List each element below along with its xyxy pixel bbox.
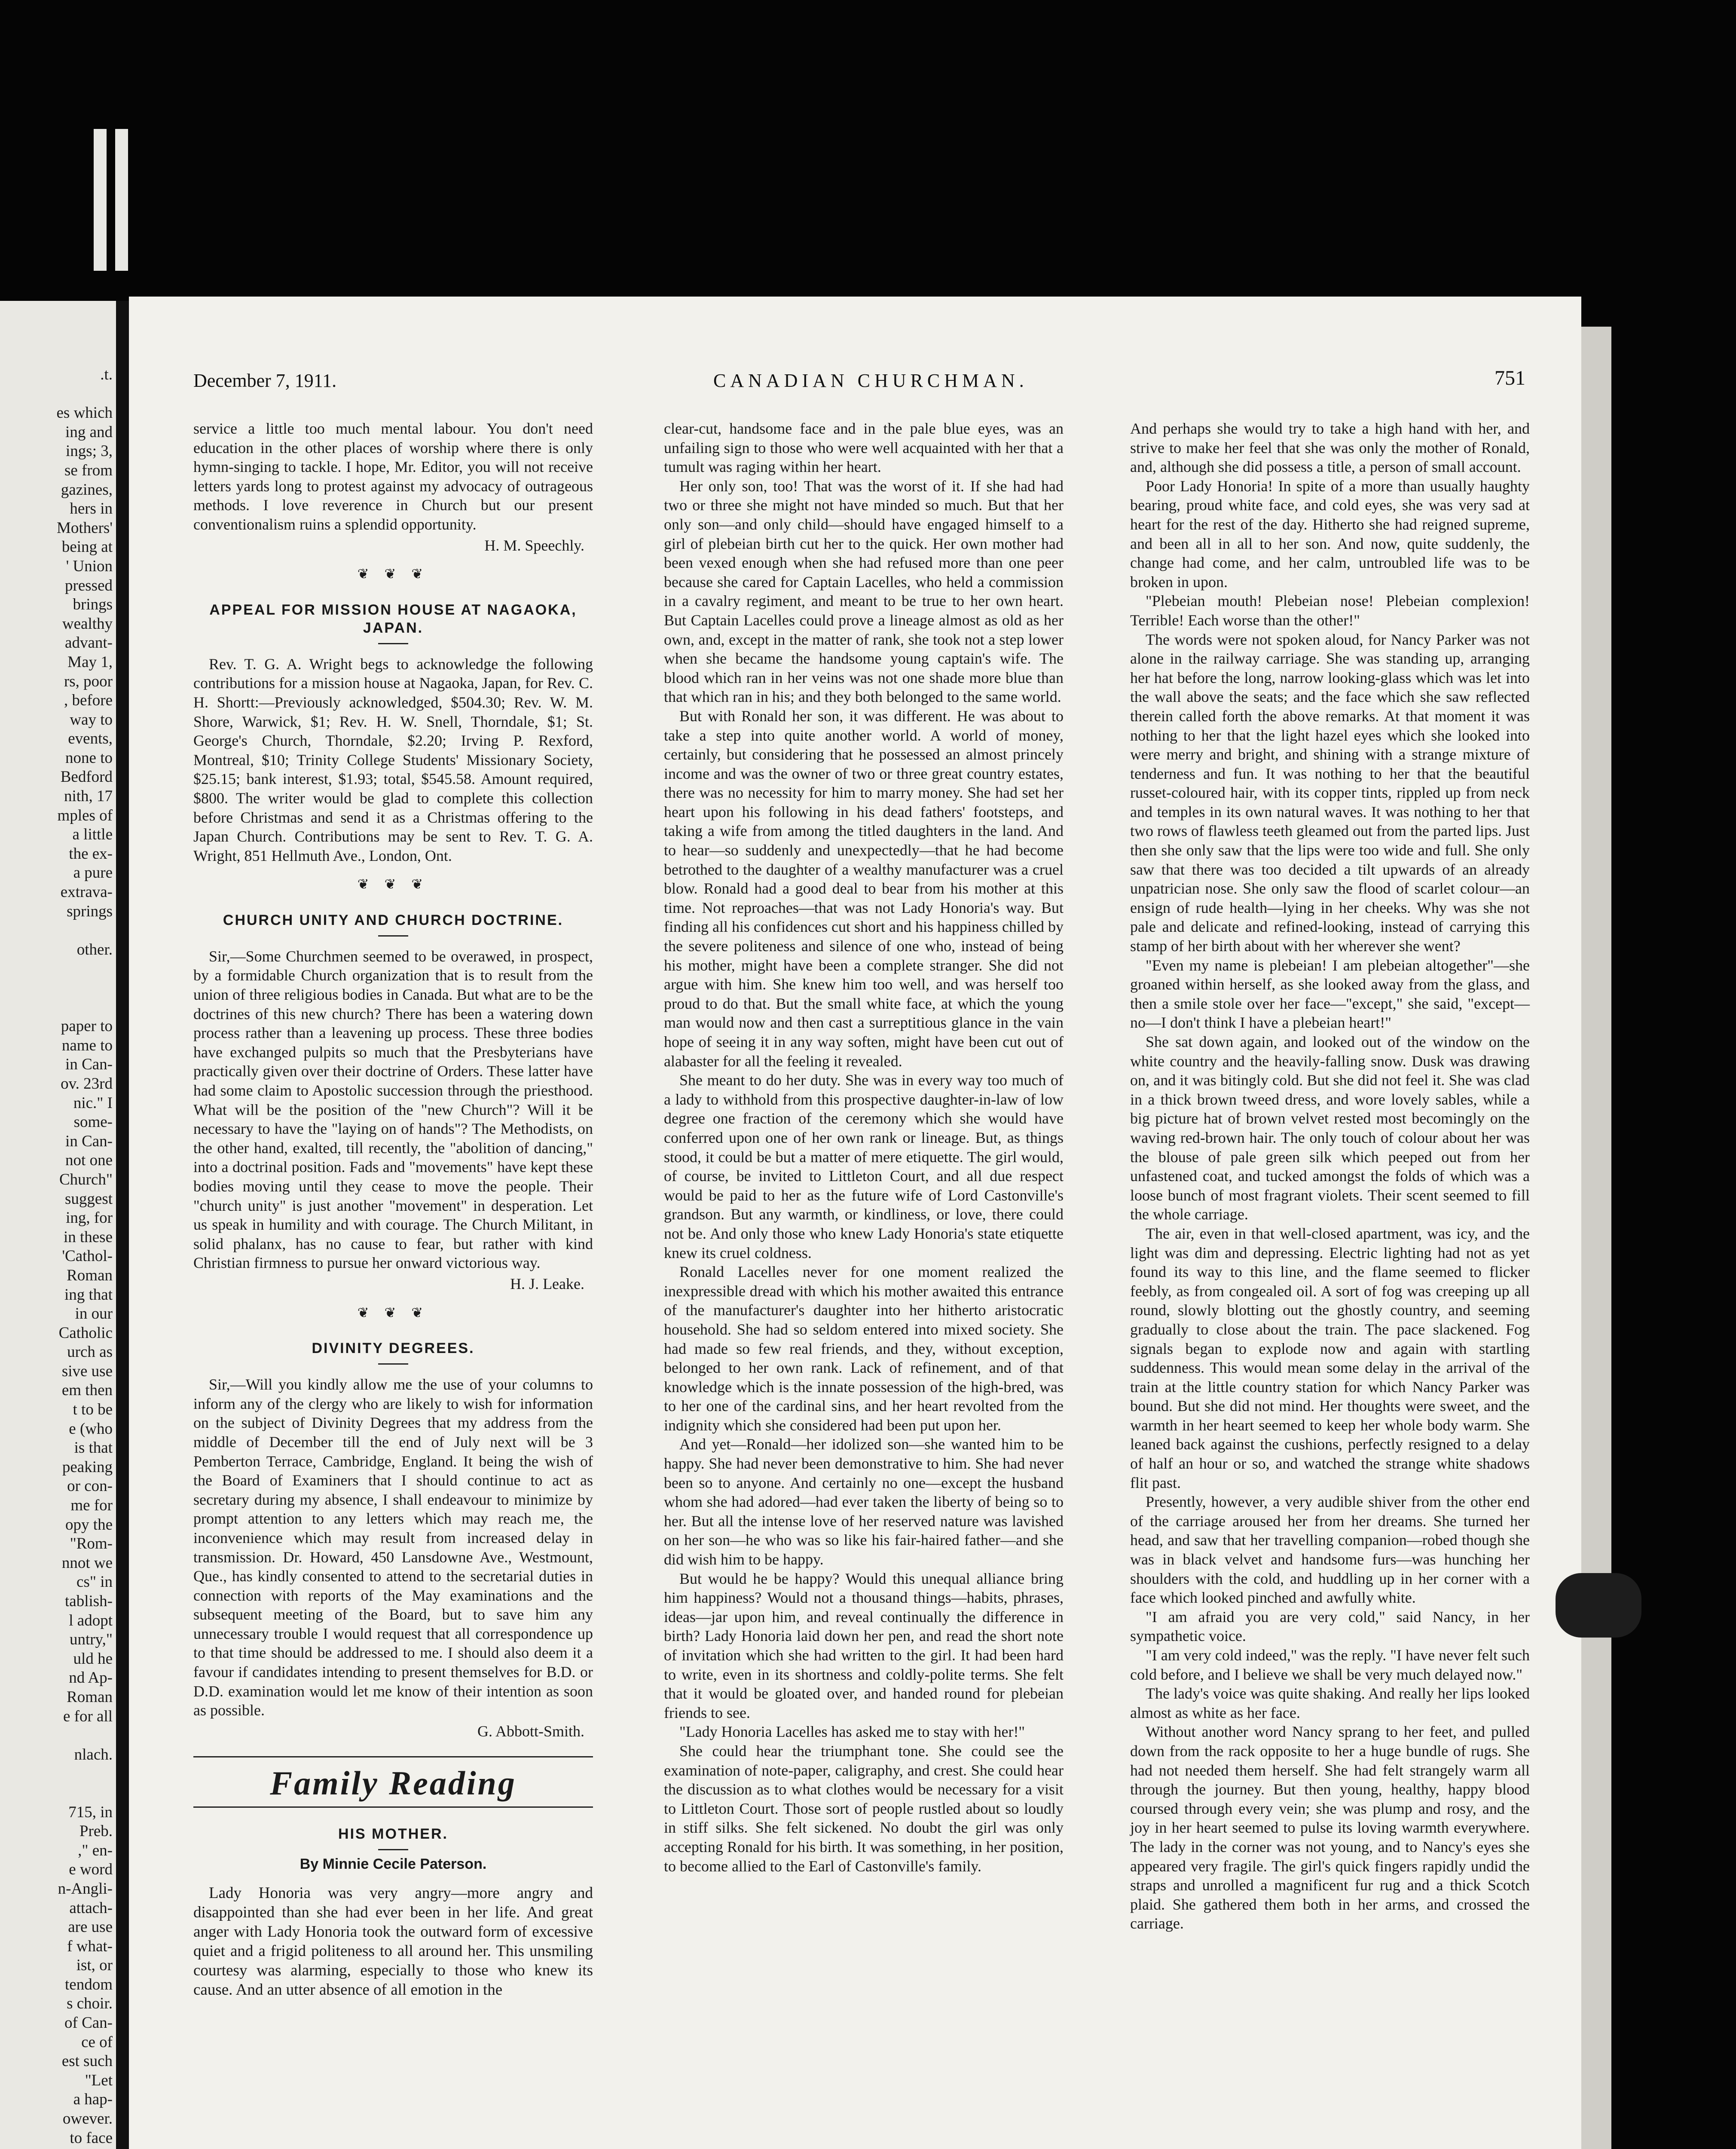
column-3: [1130, 419, 1530, 1933]
story-paragraph: But would he be happy? Would this unequal alliance bring him happiness? Would not a thousand things—habits, phrases, ideas—jar upon him, and reveal continually the difference in birth? Lady Honoria laid down her pen, and read the short note of invitation which she had written to the girl. It had been hard to write, even in its shortness and coldly-polite terms. She felt that it would be gloated over, and handed round for plebeian friends to see.: [664, 1570, 1064, 1721]
story-paragraph: She meant to do her duty. She was in every way too much of a lady to withhold from this prospective daughter-in-law of low degree one fraction of the ceremony which she would have conferred upon one of her own rank or lineage. But, as things stood, it could be but a matter of mere etiquette. The girl would, of course, be invited to Littleton Court, and all due respect would be paid to her as the future wife of Lord Castonville's grandson. But any warmth, or kindliness, or love, there could not be. And only those who knew Lady Honoria's state etiquette knew its cruel coldness.: [664, 1071, 1064, 1261]
issue-date: December 7, 1911.: [193, 370, 337, 391]
running-header: [193, 367, 1525, 400]
story-paragraph: Without another word Nancy sprang to her feet, and pulled down from the rack opposite to her a huge bundle of rugs. She had not needed them herself. She had felt strangely warm all through the journey. But then young, healthy, happy blood coursed through every vein; she was plump and rosy, and the joy in her heart seemed to pulse its loving warmth everywhere. The lady in the corner was not young, and to Nancy's eyes she appeared very fragile. The girl's quick fingers rapidly undid the straps and unrolled a magnificent fur rug and a thick Scotch plaid. She gathered them both in her arms, and crossed the carriage.: [1130, 1723, 1530, 1932]
section-ornament: ❦ ❦ ❦: [357, 566, 429, 582]
story-paragraph: She could hear the triumphant tone. She could see the examination of note-paper, caligraphy, and crest. She could hear the discussion as to what clothes would be necessary for a visit to Littleton Court. Those sort of people rustled about so loudly in stiff silks. She felt sickened. No doubt the girl was only accepting Ronald for his birth. It was something, in her position, to become allied to the Earl of Castonville's family.: [664, 1742, 1064, 1875]
article-heading-divinity: DIVINITY DEGREES.: [312, 1340, 475, 1357]
heading-rule: [378, 643, 408, 644]
section-ornament: ❦ ❦ ❦: [357, 876, 429, 892]
story-paragraph: And perhaps she would try to take a high hand with her, and strive to make her feel that she was only the mother of Ronald, and, although she did possess a title, a person of small account.: [1130, 420, 1530, 476]
story-paragraph: Poor Lady Honoria! In spite of a more than usually haughty bearing, proud white face, and cold eyes, she was very sad at heart for the rest of the day. Hitherto she had reigned supreme, and been all in all to her son. And now, quite suddenly, the change had come, and her calm, untroubled life was to be broken in upon.: [1130, 477, 1530, 591]
story-paragraph: "Even my name is plebeian! I am plebeian altogether"—she groaned within herself, as she looked away from the glass, and then a smile stole over her face—"except," she said, "except—no—I don't think I have a plebeian heart!": [1130, 956, 1530, 1032]
story-paragraph: She sat down again, and looked out of the window on the white country and the heavily-falling snow. Dusk was drawing on, and it was bitingly cold. But she did not feel it. She was clad in a thick brown tweed dress, and wore lovely sables, while a big picture hat of brown velvet rested most becomingly on the waving red-brown hair. The only touch of colour about her was the blouse of pale green silk which peeped out from her unfastened coat, and tucked amongst the folds of which was a loose bunch of most fragrant violets. Their scent seemed to fill the whole carriage.: [1130, 1033, 1530, 1223]
article-heading-appeal: APPEAL FOR MISSION HOUSE AT NAGAOKA, JAPAN.: [209, 601, 577, 636]
letter-continuation: service a little too much mental labour. You don't need education in the other places of worship where there is only hymn-singing to tackle. I hope, Mr. Editor, you will not receive letters yards long to protest against my advocacy of outrageous methods. I love reverence in Church but our present conventionalism ruins a splendid opportunity.: [193, 420, 593, 533]
story-paragraph: The words were not spoken aloud, for Nancy Parker was not alone in the railway carriage. She was standing up, arranging her hat before the long, narrow looking-glass which was let into the wall above the seats; and the face which she saw reflected therein called forth the above remarks. At that moment it was nothing to her that the light hazel eyes which she looked into were merry and bright, and shining with a strange mixture of tenderness and fun. It was nothing to her that the beautiful russet-coloured hair, with its copper tints, rippled up from neck and temples in its own natural waves. It was nothing to her that two rows of flawless teeth gleamed out from the parted lips. Just then she only saw that the lips were too wide and full. She only saw that there was too decided a tilt upwards of an already unpatrician nose. She only saw the flood of scarlet colour—an ensign of rude health—lying in her cheeks. Why was she not pale and delicate and refined-looking, instead of carrying this stamp of her birth about with her wherever she went?: [1130, 631, 1530, 955]
story-paragraph: "Plebeian mouth! Plebeian nose! Plebeian complexion! Terrible! Each worse than the other!": [1130, 592, 1530, 629]
book-gutter: [116, 301, 129, 2149]
section-heading-family-reading: Family Reading: [270, 1764, 517, 1802]
story-byline: By Minnie Cecile Paterson.: [300, 1856, 487, 1873]
story-title: HIS MOTHER.: [338, 1826, 448, 1843]
story-paragraph: And yet—Ronald—her idolized son—she wanted him to be happy. She had never been demonstrative to him. She had never been so to anyone. And certainly no one—except the husband whom she had adored—had ever taken the liberty of being so to her. But all the intense love of her reserved nature was lavished on her son—he who was so like his fair-haired father—and she did wish him to be happy.: [664, 1436, 1064, 1568]
story-paragraph: clear-cut, handsome face and in the pale blue eyes, was an unfailing sign to those who were well acquainted with her that a tumult was raging within her heart.: [664, 420, 1064, 476]
page-edge: [1581, 327, 1611, 2149]
story-paragraph: The lady's voice was quite shaking. And really her lips looked almost as white as her face.: [1130, 1685, 1530, 1721]
section-rule: [193, 1756, 593, 1757]
story-paragraph: Ronald Lacelles never for one moment realized the inexpressible dread with which his mother awaited this entrance of the manufacturer's daughter into her hitherto aristocratic household. She had so seldom entered into mixed society. She had made so few real friends, and they, without exception, belonged to her own rank. Lack of refinement, and of that knowledge which is the innate possession of the high-bred, was to her one of the cardinal sins, and her heart revolted from the indignity which she considered had been put upon her.: [664, 1263, 1064, 1434]
story-paragraph: But with Ronald her son, it was different. He was about to take a step into quite another world. A world of money, certainly, but considering that he possessed an almost princely income and was the owner of two or three great country estates, there was no necessity for him to marry money. She had set her heart upon his following in his dead fathers' footsteps, and taking a wife from among the titled daughters in the land. And to hear—so suddenly and unexpectedly—that he had become betrothed to the daughter of a wealthy manufacturer was a cruel blow. Ronald had a good deal to bear from his mother at this time. Not reproaches—that was not Lady Honoria's way. But finding all his confidences cut short and his happiness chilled by the severe politeness and silence of one who, instead of being his mother, might have been a complete stranger. She did not argue with him. She knew him too well, and was herself too proud to do that. But the small white face, at which the young man would now and then cast a surreptitious glance in the vain hope of seeing it in any way soften, might have been cut out of alabaster for all the feeling it revealed.: [664, 707, 1064, 1070]
film-sprocket-bar: [94, 129, 107, 271]
letter-signature: H. J. Leake.: [510, 1275, 584, 1292]
story-paragraph: "I am very cold indeed," was the reply. "I have never felt such cold before, and I believe we shall be very much delayed now.": [1130, 1647, 1530, 1683]
letter-signature: G. Abbott-Smith.: [477, 1722, 584, 1740]
section-ornament: ❦ ❦ ❦: [357, 1304, 429, 1320]
story-paragraph: The air, even in that well-closed apartment, was icy, and the light was dim and depressing. Electric lighting had not as yet found its way to this line, and the flame seemed to flicker feebly, as from congealed oil. A sort of fog was creeping up all round, slowly blotting out the ghostly country, and seeming gradually to close about the train. The pace slackened. Fog signals began to explode now and again with startling suddenness. This would mean some delay in the arrival of the train at the little country station for which Nancy Parker was bound. But she did not mind. Her thoughts were sweet, and the warmth in her heart seemed to keep her whole body warm. She leaned back against the cushions, perfectly resigned to a delay of half an hour or so, and watched the strange white shadows flit past.: [1130, 1225, 1530, 1491]
story-paragraph: Her only son, too! That was the worst of it. If she had had two or three she might not have minded so much. But that her only son—and only child—should have engaged himself to a girl of plebeian birth cut her to the quick. Her own mother had been vexed enough when she had refused more than one peer because she cared for Captain Lacelles, who held a commission in a cavalry regiment, and meant to be true to her own heart. But Captain Lacelles could prove a lineage almost as old as her own, and, except in the matter of rank, she took not a step lower when she became the handsome young captain's wife. The blood which ran in her veins was not one shade more blue than that which ran in his; and they both belonged to the same world.: [664, 477, 1064, 706]
article-heading-unity: CHURCH UNITY AND CHURCH DOCTRINE.: [223, 912, 564, 928]
unity-letter-body: Sir,—Some Churchmen seemed to be overawed, in prospect, by a formidable Church organization that is to result from the union of three religious bodies in Canada. But what are to be the doctrines of this new church? There has been a watering down process rather than a leavening up process. These three bodies have exchanged pulpits so much that the Presbyterians have practically given over their doctrine of Orders. These latter have had some claim to Apostolic succession through the priesthood. What will be the position of the "new Church"? Will it be necessary to have the "laying on of hands"? The Methodists, on the other hand, exalted, till recently, the "abolition of dancing," into a doctrinal position. Fads and "movements" have kept these bodies moving until they cease to move the people. Their "church unity" is just another "movement" in desperation. Let us speak in humility and with courage. The Church Militant, in solid phalanx, has no cause to fear, but rather with kind Christian firmness to pursue her onward victorious way.: [193, 947, 593, 1272]
heading-rule: [378, 1363, 408, 1365]
divinity-letter-body: Sir,—Will you kindly allow me the use of your columns to inform any of the clergy who are likely to wish for information on the subject of Divinity Degrees that my address from the middle of December till the end of July next will be 3 Pemberton Terrace, Cambridge, England. It being the wish of the Board of Examiners that I should continue to act as secretary during my absence, I shall endeavour to minimize by prompt attention to any letters which may reach me, the inconvenience which may result from increased delay in transmission. Dr. Howard, 450 Lansdowne Ave., Westmount, Que., has kindly consented to attend to the secretarial duties in connection with reports of the May examinations and the subsequent meeting of the Board, but to save him any unnecessary trouble I would request that all correspondence up to that time should be addressed to me. I should also deem it a favour if candidates intending to present themselves for B.D. or D.D. examination would let me know of their intention as soon as possible.: [193, 1376, 593, 1719]
heading-rule: [378, 1849, 408, 1850]
page-number: 751: [1495, 367, 1525, 389]
story-opening: Lady Honoria was very angry—more angry and disappointed than she had ever been in her life. And great anger with Lady Honoria took the outward form of excessive quiet and a frigid politeness to all around her. This unsmiling courtesy was alarming, especially to those who knew its cause. And an utter absence of all emotion in the: [193, 1884, 593, 1999]
column-1: [193, 419, 593, 1999]
appeal-body: Rev. T. G. A. Wright begs to acknowledge the following contributions for a mission house at Nagaoka, Japan, for Rev. C. H. Shortt:—Previously acknowledged, $504.30; Rev. W. M. Shore, Warwick, $1; Rev. H. W. Snell, Thorndale, $1; St. George's Church, Thorndale, $2.20; Irving P. Rexford, Montreal, $10; Trinity College Students' Missionary Society, $25.15; bank interest, $1.93; total, $545.58. Amount required, $800. The writer would be glad to complete this collection before Christmas and send it as a Christmas offering to the Japan Church. Contributions may be sent to Rev. T. G. A. Wright, 851 Hellmuth Ave., London, Ont.: [193, 655, 593, 864]
story-paragraph: "I am afraid you are very cold," said Nancy, in her sympathetic voice.: [1130, 1608, 1530, 1645]
letter-signature: H. M. Speechly.: [484, 536, 584, 554]
binding-clip: [1556, 1573, 1641, 1638]
story-paragraph: Presently, however, a very audible shiver from the other end of the carriage aroused her from her dreams. She turned her head, and saw that her travelling companion—robed though she was in black velvet and handsome furs—was hunching her shoulders with the cold, and huddling up in her corner with a face which looked pinched and awfully white.: [1130, 1493, 1530, 1607]
facing-page-fragment: [0, 301, 116, 2149]
section-rule: [193, 1806, 593, 1808]
heading-rule: [378, 935, 408, 937]
film-sprocket-bar: [115, 129, 128, 271]
column-2: [664, 419, 1064, 1876]
publication-title: CANADIAN CHURCHMAN.: [713, 370, 1028, 391]
story-paragraph: "Lady Honoria Lacelles has asked me to stay with her!": [679, 1723, 1025, 1741]
facing-page-text: .t. es which ing and ings; 3, se from gazines, hers in Mothers' being at ' Union pressed brings wealthy advant- May 1, rs, poor , before way to events, none to Bedford nith, 17 mples of a little the ex- a pure extrava- springs other. paper to name to in Can- ov. 23rd nic." I some- in Can- not one Church" suggest ing, for in these 'Cathol- Roman ing that in our Catholic urch as sive use em then t to be e (who is that peaking or con- me for opy the "Rom- nnot we cs" in tablish- l adopt untry," uld he nd Ap- Roman e for all nlach. 715, in Preb. ," en- e word n-Angli- attach- are use f what- ist, or tendom s choir. of Can- ce of est such "Let a hap- owever. to face: [56, 366, 113, 2147]
newspaper-page: [129, 297, 1581, 2149]
